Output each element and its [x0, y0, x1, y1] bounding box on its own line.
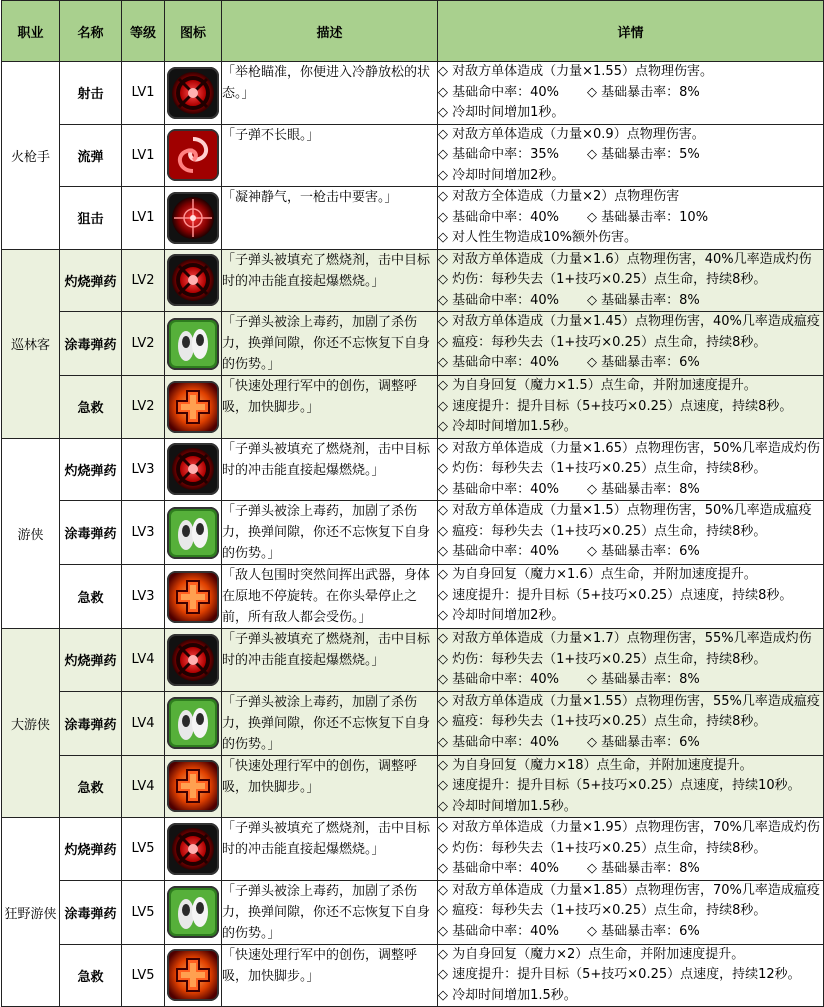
detail-text: ◇ 冷却时间增加1.5秒。 [438, 798, 577, 814]
detail-line [438, 522, 823, 543]
detail-text: ◇ 基础命中率：40% [438, 209, 560, 225]
header-name: 名称 [60, 1, 122, 62]
detail-text: ◇ 基础命中率：40% [438, 672, 560, 687]
detail-text: ◇ 基础命中率：40% [438, 734, 560, 750]
detail-text: ◇ 基础暴击率：6% [587, 355, 700, 370]
detail-text: ◇ 对敌方单体造成（力量×1.95）点物理伤害，70%几率造成灼伤 [438, 820, 820, 835]
skill-level: LV4 [122, 755, 165, 818]
table-row [2, 438, 824, 501]
detail-line [438, 986, 823, 1007]
skill-description: 「凝神静气，一枪击中要害。」 [222, 187, 438, 250]
skill-icon-cell [165, 880, 222, 944]
detail-text: ◇ 为自身回复（魔力×18）点生命，并附加速度提升。 [438, 757, 753, 773]
skill-description: 「子弹头被涂上毒药，加剧了杀伤力，换弹间隙，你还不忘恢复下自身的伤势。」 [222, 880, 438, 944]
skill-description: 「子弹头被涂上毒药，加剧了杀伤力，换弹间隙，你还不忘恢复下自身的伤势。」 [222, 312, 438, 376]
detail-line [438, 629, 823, 650]
skill-detail [438, 501, 824, 565]
table-row [2, 312, 824, 376]
skill-level: LV4 [122, 691, 165, 755]
skill-detail [438, 376, 824, 439]
header-level: 等级 [122, 1, 165, 62]
skill-detail [438, 880, 824, 944]
skill-description: 「子弹不长眼。」 [222, 124, 438, 187]
detail-text: ◇ 瘟疫：每秒失去（1+技巧×0.25）点生命，持续8秒。 [438, 334, 767, 350]
skill-icon-cell [165, 187, 222, 250]
class-name: 大游侠 [2, 629, 60, 818]
first-aid-icon [167, 760, 219, 812]
detail-text: ◇ 基础命中率：40% [438, 544, 560, 559]
detail-text: ◇ 基础命中率：40% [438, 481, 560, 497]
skill-name: 急救 [60, 565, 122, 629]
table-row [2, 691, 824, 755]
detail-line [438, 270, 823, 291]
skill-description: 「敌人包围时突然间挥出武器，身体在原地不停旋转。在你头晕停止之前，所有敌人都会受伤。」 [222, 565, 438, 629]
detail-text: ◇ 基础暴击率：8% [587, 861, 700, 876]
detail-line [438, 756, 823, 777]
detail-line [438, 692, 823, 713]
detail-line [438, 945, 823, 966]
skill-level: LV5 [122, 944, 165, 1007]
skill-name: 涂毒弹药 [60, 501, 122, 565]
detail-line [438, 166, 823, 187]
detail-line [438, 776, 823, 797]
table-row [2, 62, 824, 125]
skill-level: LV3 [122, 565, 165, 629]
detail-line [438, 333, 823, 354]
detail-text: ◇ 对敌方单体造成（力量×1.65）点物理伤害，50%几率造成灼伤 [438, 440, 820, 456]
detail-text: ◇ 基础命中率：40% [438, 861, 560, 876]
detail-text: ◇ 对敌方单体造成（力量×1.45）点物理伤害，40%几率造成瘟疫 [438, 314, 820, 329]
skill-icon-cell [165, 312, 222, 376]
detail-line [438, 417, 823, 438]
class-name: 狂野游侠 [2, 818, 60, 1007]
detail-text: ◇ 冷却时间增加1.5秒。 [438, 987, 577, 1003]
detail-text: ◇ 基础命中率：35% [438, 147, 560, 162]
detail-line [438, 459, 823, 480]
class-name: 火枪手 [2, 62, 60, 250]
class-name: 巡林客 [2, 249, 60, 438]
detail-line [438, 62, 823, 83]
detail-text: ◇ 灼伤：每秒失去（1+技巧×0.25）点生命，持续8秒。 [438, 272, 767, 287]
skill-level: LV3 [122, 438, 165, 501]
detail-line [438, 542, 823, 563]
skill-description: 「子弹头被填充了燃烧剂，击中目标时的冲击能直接起爆燃烧。」 [222, 818, 438, 881]
skill-description: 「快速处理行军中的创伤，调整呼吸，加快脚步。」 [222, 376, 438, 439]
detail-text: ◇ 为自身回复（魔力×1.6）点生命，并附加速度提升。 [438, 567, 757, 582]
skill-level: LV5 [122, 880, 165, 944]
skill-detail [438, 629, 824, 692]
skill-name: 射击 [60, 62, 122, 125]
skill-name: 灼烧弹药 [60, 629, 122, 692]
detail-line [438, 480, 823, 501]
skill-level: LV2 [122, 249, 165, 312]
poison-ammo-icon [167, 318, 219, 370]
skill-level: LV4 [122, 629, 165, 692]
table-row [2, 376, 824, 439]
skill-detail [438, 62, 824, 125]
first-aid-icon [167, 571, 219, 623]
detail-line [438, 670, 823, 691]
detail-line [438, 922, 823, 943]
detail-text: ◇ 基础暴击率：6% [587, 544, 700, 559]
detail-line [438, 565, 823, 586]
skill-icon-cell [165, 376, 222, 439]
skill-name: 狙击 [60, 187, 122, 250]
skill-detail [438, 818, 824, 881]
detail-text: ◇ 对敌方全体造成（力量×2）点物理伤害 [438, 189, 680, 204]
detail-line [438, 125, 823, 146]
detail-line [438, 250, 823, 271]
detail-line [438, 712, 823, 733]
skill-table-body [2, 62, 824, 1007]
table-row [2, 818, 824, 881]
detail-line [438, 187, 823, 208]
detail-text: ◇ 对敌方单体造成（力量×1.7）点物理伤害，55%几率造成灼伤 [438, 631, 812, 646]
skill-icon-cell [165, 944, 222, 1007]
detail-text: ◇ 基础命中率：40% [438, 923, 560, 939]
table-row [2, 755, 824, 818]
skill-description: 「子弹头被填充了燃烧剂，击中目标时的冲击能直接起爆燃烧。」 [222, 629, 438, 692]
table-row [2, 629, 824, 692]
detail-text: ◇ 基础暴击率：8% [587, 481, 700, 497]
table-row [2, 944, 824, 1007]
swirl-icon [167, 129, 219, 181]
detail-text: ◇ 基础暴击率：5% [587, 147, 700, 162]
header-icon: 图标 [165, 1, 222, 62]
detail-line [438, 797, 823, 818]
table-row [2, 124, 824, 187]
header-desc: 描述 [222, 1, 438, 62]
skill-name: 灼烧弹药 [60, 438, 122, 501]
detail-text: ◇ 灼伤：每秒失去（1+技巧×0.25）点生命，持续8秒。 [438, 651, 767, 667]
detail-line [438, 501, 823, 522]
detail-line [438, 103, 823, 124]
detail-line [438, 376, 823, 397]
skill-name: 急救 [60, 755, 122, 818]
class-name: 游侠 [2, 438, 60, 629]
detail-text: ◇ 瘟疫：每秒失去（1+技巧×0.25）点生命，持续8秒。 [438, 714, 767, 729]
crosshair-icon [167, 67, 219, 119]
skill-detail [438, 438, 824, 501]
skill-detail [438, 187, 824, 250]
skill-icon-cell [165, 755, 222, 818]
skill-level: LV2 [122, 312, 165, 376]
skill-description: 「快速处理行军中的创伤，调整呼吸，加快脚步。」 [222, 755, 438, 818]
poison-ammo-icon [167, 507, 219, 559]
detail-text: ◇ 瘟疫：每秒失去（1+技巧×0.25）点生命，持续8秒。 [438, 523, 767, 539]
skill-level: LV5 [122, 818, 165, 881]
detail-text: ◇ 对人性生物造成10%额外伤害。 [438, 230, 638, 245]
detail-line [438, 439, 823, 460]
detail-line [438, 83, 823, 104]
skill-icon-cell [165, 249, 222, 312]
detail-line [438, 901, 823, 922]
detail-text: ◇ 灼伤：每秒失去（1+技巧×0.25）点生命，持续8秒。 [438, 461, 767, 476]
detail-line [438, 228, 823, 249]
detail-line [438, 397, 823, 418]
detail-line [438, 312, 823, 333]
detail-text: ◇ 对敌方单体造成（力量×1.85）点物理伤害，70%几率造成瘟疫 [438, 882, 820, 898]
detail-text: ◇ 为自身回复（魔力×1.5）点生命，并附加速度提升。 [438, 378, 757, 393]
skill-level: LV3 [122, 501, 165, 565]
detail-text: ◇ 基础命中率：40% [438, 84, 560, 100]
detail-line [438, 586, 823, 607]
detail-text: ◇ 速度提升：提升目标（5+技巧×0.25）点速度，持续8秒。 [438, 587, 793, 603]
skill-icon-cell [165, 691, 222, 755]
skill-icon-cell [165, 565, 222, 629]
skill-name: 急救 [60, 944, 122, 1007]
skill-icon-cell [165, 818, 222, 881]
detail-text: ◇ 速度提升：提升目标（5+技巧×0.25）点速度，持续8秒。 [438, 398, 793, 414]
first-aid-icon [167, 949, 219, 1001]
skill-level: LV1 [122, 124, 165, 187]
skill-description: 「子弹头被涂上毒药，加剧了杀伤力，换弹间隙，你还不忘恢复下自身的伤势。」 [222, 501, 438, 565]
table-row [2, 187, 824, 250]
skill-icon-cell [165, 62, 222, 125]
detail-text: ◇ 冷却时间增加1.5秒。 [438, 419, 577, 434]
table-row [2, 880, 824, 944]
skill-table [1, 0, 824, 1007]
fire-ammo-icon [167, 443, 219, 495]
skill-description: 「子弹头被填充了燃烧剂，击中目标时的冲击能直接起爆燃烧。」 [222, 249, 438, 312]
detail-text: ◇ 基础暴击率：8% [587, 292, 700, 308]
skill-detail [438, 124, 824, 187]
detail-line [438, 965, 823, 986]
detail-text: ◇ 基础暴击率：8% [587, 84, 700, 100]
first-aid-icon [167, 381, 219, 433]
detail-line [438, 650, 823, 671]
skill-name: 涂毒弹药 [60, 691, 122, 755]
detail-text: ◇ 对敌方单体造成（力量×1.6）点物理伤害，40%几率造成灼伤 [438, 251, 812, 267]
skill-level: LV2 [122, 376, 165, 439]
skill-detail [438, 312, 824, 376]
scope-icon [167, 192, 219, 244]
detail-text: ◇ 对敌方单体造成（力量×1.55）点物理伤害，55%几率造成瘟疫 [438, 693, 820, 709]
skill-name: 流弹 [60, 124, 122, 187]
skill-name: 急救 [60, 376, 122, 439]
detail-text: ◇ 基础暴击率：6% [587, 734, 700, 750]
detail-line [438, 733, 823, 754]
skill-description: 「快速处理行军中的创伤，调整呼吸，加快脚步。」 [222, 944, 438, 1007]
detail-text: ◇ 冷却时间增加1秒。 [438, 105, 565, 120]
fire-ammo-icon [167, 254, 219, 306]
detail-line [438, 145, 823, 166]
detail-text: ◇ 基础命中率：40% [438, 355, 560, 370]
skill-name: 涂毒弹药 [60, 312, 122, 376]
skill-icon-cell [165, 629, 222, 692]
detail-line [438, 818, 823, 839]
detail-line [438, 839, 823, 860]
detail-text: ◇ 基础暴击率：10% [587, 209, 709, 225]
detail-text: ◇ 基础暴击率：8% [587, 672, 700, 687]
detail-text: ◇ 灼伤：每秒失去（1+技巧×0.25）点生命，持续8秒。 [438, 840, 767, 856]
skill-detail [438, 691, 824, 755]
skill-detail [438, 944, 824, 1007]
fire-ammo-icon [167, 634, 219, 686]
poison-ammo-icon [167, 886, 219, 938]
detail-text: ◇ 基础命中率：40% [438, 292, 560, 308]
skill-name: 灼烧弹药 [60, 818, 122, 881]
skill-name: 灼烧弹药 [60, 249, 122, 312]
detail-text: ◇ 冷却时间增加2秒。 [438, 608, 565, 623]
header-detail: 详情 [438, 1, 824, 62]
poison-ammo-icon [167, 697, 219, 749]
detail-text: ◇ 速度提升：提升目标（5+技巧×0.25）点速度，持续12秒。 [438, 967, 801, 982]
skill-icon-cell [165, 124, 222, 187]
table-row [2, 249, 824, 312]
detail-text: ◇ 对敌方单体造成（力量×0.9）点物理伤害。 [438, 126, 705, 142]
header-row [2, 1, 824, 62]
skill-detail [438, 249, 824, 312]
detail-text: ◇ 基础暴击率：6% [587, 923, 700, 939]
detail-line [438, 208, 823, 229]
skill-icon-cell [165, 501, 222, 565]
table-row [2, 565, 824, 629]
skill-detail [438, 755, 824, 818]
detail-text: ◇ 瘟疫：每秒失去（1+技巧×0.25）点生命，持续8秒。 [438, 903, 767, 918]
detail-text: ◇ 冷却时间增加2秒。 [438, 167, 565, 183]
detail-line [438, 859, 823, 880]
skill-name: 涂毒弹药 [60, 880, 122, 944]
detail-line [438, 291, 823, 312]
skill-icon-cell [165, 438, 222, 501]
header-class: 职业 [2, 1, 60, 62]
skill-description: 「子弹头被涂上毒药，加剧了杀伤力，换弹间隙，你还不忘恢复下自身的伤势。」 [222, 691, 438, 755]
detail-text: ◇ 速度提升：提升目标（5+技巧×0.25）点速度，持续10秒。 [438, 778, 801, 793]
detail-text: ◇ 为自身回复（魔力×2）点生命，并附加速度提升。 [438, 946, 745, 962]
skill-detail [438, 565, 824, 629]
detail-text: ◇ 对敌方单体造成（力量×1.5）点物理伤害，50%几率造成瘟疫 [438, 503, 812, 518]
fire-ammo-icon [167, 823, 219, 875]
detail-line [438, 606, 823, 627]
skill-description: 「子弹头被填充了燃烧剂，击中目标时的冲击能直接起爆燃烧。」 [222, 438, 438, 501]
skill-level: LV1 [122, 187, 165, 250]
detail-line [438, 353, 823, 374]
skill-description: 「举枪瞄准，你便进入冷静放松的状态。」 [222, 62, 438, 125]
table-row [2, 501, 824, 565]
skill-level: LV1 [122, 62, 165, 125]
detail-line [438, 881, 823, 902]
detail-text: ◇ 对敌方单体造成（力量×1.55）点物理伤害。 [438, 64, 713, 79]
